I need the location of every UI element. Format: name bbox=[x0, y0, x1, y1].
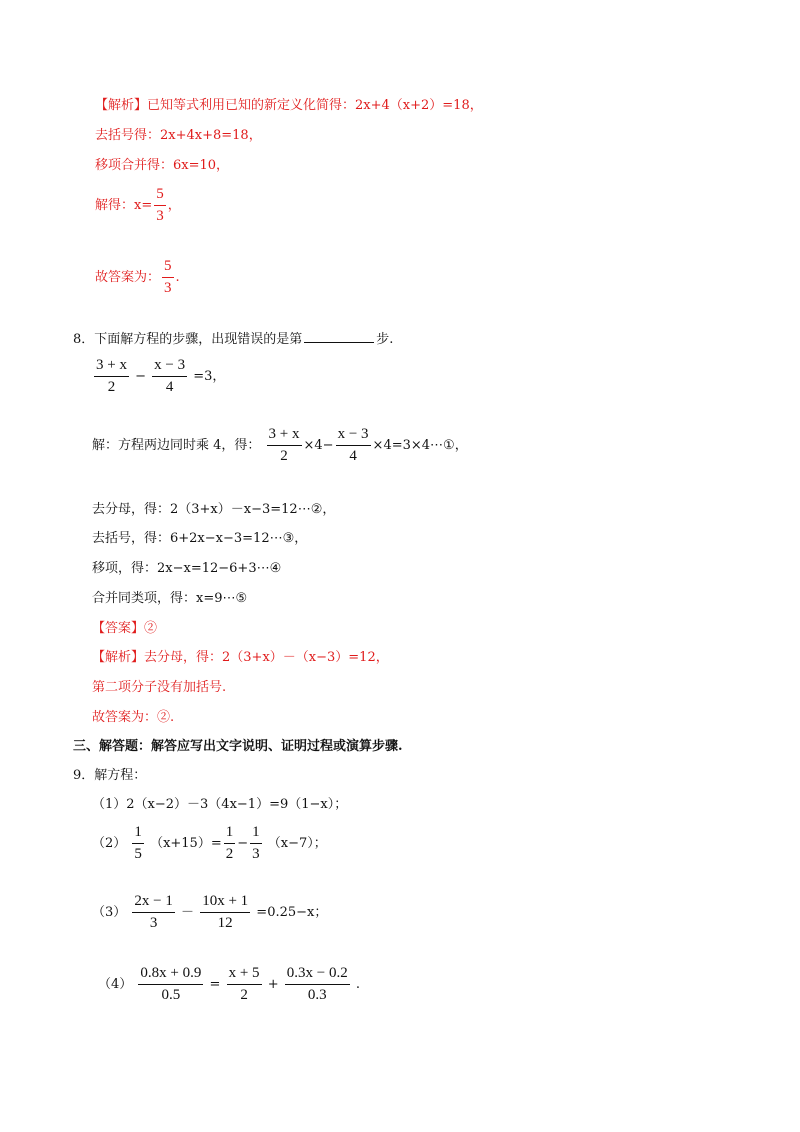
frac-numerator: 5 bbox=[156, 186, 164, 202]
q8-step3: 去括号，得：6+2x−x−3=12⋯③， bbox=[92, 531, 308, 546]
q8-analysis-line2: 第二项分子没有加括号. bbox=[92, 680, 227, 695]
frac-x-plus-5-over-2 bbox=[227, 965, 262, 1004]
q8-step4: 移项，得：2x−x=12−6+3⋯④ bbox=[92, 561, 282, 576]
q7-solution-result bbox=[95, 186, 181, 225]
q7-result-suffix: ， bbox=[167, 198, 181, 213]
frac-denominator: 4 bbox=[165, 379, 174, 395]
frac-numerator: 3 + x bbox=[96, 357, 127, 373]
frac-numerator: x − 3 bbox=[154, 357, 186, 373]
q8-stem-end: 步. bbox=[376, 332, 394, 347]
frac-x-minus-3-over-4 bbox=[152, 357, 187, 396]
frac-numerator: x + 5 bbox=[228, 965, 260, 981]
plus-sign: + bbox=[267, 977, 279, 992]
q9-part4 bbox=[98, 965, 360, 1004]
q8-analysis-tag: 【解析】 bbox=[92, 650, 145, 665]
q7-analysis-text: 已知等式利用已知的新定义化简得：2x+4（x+2）=18， bbox=[147, 98, 483, 113]
part-label: （4） bbox=[98, 977, 133, 992]
frac-denominator: 3 bbox=[149, 915, 158, 931]
frac-numerator: 10x + 1 bbox=[202, 893, 249, 909]
p3-rhs: =0.25−x； bbox=[256, 905, 328, 920]
frac-denominator: 4 bbox=[349, 448, 357, 464]
q7-answer-prefix: 故答案为： bbox=[95, 270, 161, 285]
frac-numerator: 3 + x bbox=[268, 426, 300, 442]
q8-step2: 去分母，得：2（3+x）－x−3=12⋯②， bbox=[92, 502, 336, 517]
frac-10x-plus-1-over-12 bbox=[200, 893, 250, 932]
q8-step5: 合并同类项，得：x=9⋯⑤ bbox=[92, 591, 248, 606]
q7-analysis-line1 bbox=[95, 96, 483, 116]
frac-3-plus-x-over-2 bbox=[94, 357, 129, 396]
frac-decimal-1 bbox=[138, 965, 203, 1004]
step1-times-four-minus: ×4− bbox=[303, 438, 334, 453]
frac-x-minus-3-over-4 bbox=[336, 426, 371, 465]
frac-one-fifth bbox=[132, 824, 144, 863]
q9-part2 bbox=[92, 824, 327, 863]
equals-sign: = bbox=[209, 977, 221, 992]
q7-step-expand: 去括号得：2x+4x+8=18， bbox=[95, 128, 262, 143]
part-label: （3） bbox=[92, 905, 127, 920]
frac-denominator: 12 bbox=[217, 915, 233, 931]
answer-blank[interactable] bbox=[304, 328, 374, 343]
frac-2x-minus-1-over-3 bbox=[132, 893, 174, 932]
q8-analysis bbox=[92, 648, 389, 668]
q8-answer: 【答案】② bbox=[92, 621, 158, 636]
frac-numerator: 1 bbox=[252, 824, 260, 840]
q9-part3 bbox=[92, 893, 327, 932]
minus-sign: － bbox=[181, 905, 195, 920]
q8-stem-text: 下面解方程的步骤，出现错误的是第 bbox=[94, 332, 303, 347]
q8-analysis-text: 去分母，得：2（3+x）－（x−3）=12， bbox=[144, 650, 389, 665]
frac-numerator: 1 bbox=[134, 824, 142, 840]
q8-final-answer: 故答案为：②. bbox=[92, 710, 175, 725]
frac-denominator: 3 bbox=[252, 846, 260, 862]
frac-denominator: 3 bbox=[164, 280, 172, 296]
frac-3-plus-x-over-2 bbox=[267, 426, 302, 465]
fraction-five-thirds bbox=[154, 186, 166, 225]
q7-answer-suffix: . bbox=[175, 270, 180, 285]
part-label: （2） bbox=[92, 836, 127, 851]
q9-stem bbox=[73, 766, 146, 786]
frac-numerator: 2x − 1 bbox=[134, 893, 173, 909]
q7-analysis-tag: 【解析】 bbox=[95, 98, 148, 113]
q8-equation bbox=[92, 357, 225, 396]
q9-stem-text: 解方程： bbox=[94, 768, 147, 783]
frac-denominator: 2 bbox=[280, 448, 288, 464]
frac-numerator: 0.8x + 0.9 bbox=[140, 965, 202, 981]
frac-denominator: 2 bbox=[107, 379, 116, 395]
frac-one-half bbox=[224, 824, 236, 863]
q8-number: 8． bbox=[73, 332, 95, 347]
q8-solution-step1 bbox=[92, 426, 468, 465]
q8-stem bbox=[73, 328, 393, 350]
frac-numerator: 0.3x − 0.2 bbox=[286, 965, 348, 981]
frac-denominator: 5 bbox=[134, 846, 142, 862]
p2-text-c: （x−7）； bbox=[267, 836, 327, 851]
step1-result: ×4=3×4⋯①， bbox=[372, 438, 468, 453]
frac-denominator: 2 bbox=[225, 846, 234, 862]
equation-rhs: =3， bbox=[193, 369, 226, 384]
fraction-five-thirds-answer bbox=[162, 258, 174, 297]
frac-denominator: 0.5 bbox=[161, 987, 181, 1003]
section-title: 三、解答题：解答应写出文字说明、证明过程或演算步骤. bbox=[73, 739, 403, 754]
minus-sign: − bbox=[135, 369, 147, 384]
q7-result-prefix: 解得：x= bbox=[95, 198, 153, 213]
frac-numerator: x − 3 bbox=[337, 426, 369, 442]
frac-numerator: 1 bbox=[225, 824, 234, 840]
step1-prefix: 解：方程两边同时乘 4，得： bbox=[92, 438, 261, 453]
frac-denominator: 0.3 bbox=[307, 987, 327, 1003]
q7-final-answer bbox=[95, 258, 180, 297]
frac-numerator: 5 bbox=[164, 258, 172, 274]
frac-decimal-2 bbox=[285, 965, 350, 1004]
frac-denominator: 3 bbox=[156, 208, 164, 224]
period: . bbox=[355, 977, 360, 992]
q9-part1: （1）2（x−2）－3（4x−1）=9（1−x）； bbox=[92, 797, 348, 812]
minus-sign: − bbox=[237, 836, 249, 851]
p2-text-a: （x+15）= bbox=[150, 836, 222, 851]
frac-one-third bbox=[250, 824, 262, 863]
q9-number: 9． bbox=[73, 768, 95, 783]
frac-denominator: 2 bbox=[240, 987, 248, 1003]
q7-step-combine: 移项合并得：6x=10， bbox=[95, 158, 230, 173]
